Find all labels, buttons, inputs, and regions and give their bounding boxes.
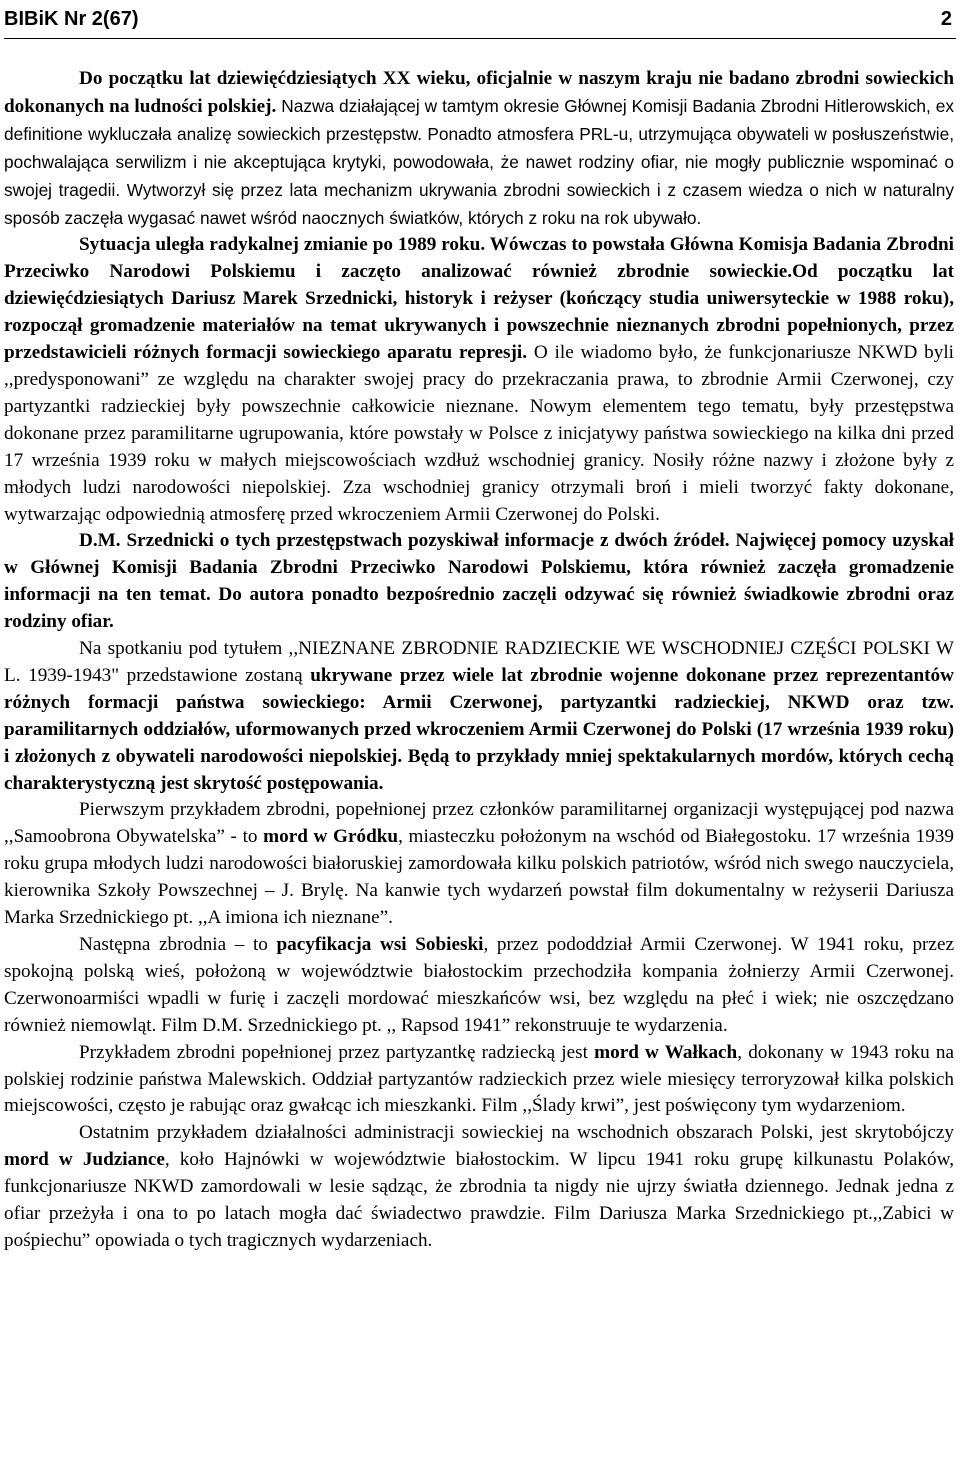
text-segment: , koło Hajnówki w województwie białostockim. W lipcu 1941 roku grupę kilkunastu Polaków, funkcjonariusze NKWD zamordowali w lesie sądząc, że zbrodnia ta nigdy nie ujrzy światła dziennego. Jednak jedna z ofiar przeżyła i ona to po latach mogła dać świadectwo prawdzie. Film Dariusza Marka Srzednickiego pt.,,Zabici w pośpiechu” opowiada o tych tragicznych wydarzeniach. xyxy=(4,1149,955,1251)
paragraph xyxy=(4,66,954,232)
article-body xyxy=(4,66,954,1255)
page-number: 2 xyxy=(940,8,952,30)
text-segment: O ile wiadomo było, że funkcjonariusze NKWD byli ,,predysponowani” ze względu na charakter swojej pracy do przekraczania prawa, to zbrodnie Armii Czerwonej, czy partyzantki radzieckiej były powszechnie całkowicie nieznane. Nowym elementem tego tematu, były przestępstwa dokonane przez paramilitarne ugrupowania, które powstały w Polsce z inicjatywy państwa sowieckiego na kilka dni przed 17 września 1939 roku w małych miejscowościach wzdłuż wschodniej granicy. Nosiły różne nazwy i złożone były z młodych ludzi narodowości niepolskiej. Zza wschodniej granicy otrzymali broń i mieli tworzyć fakty dokonane, wytwarzając odpowiednią atmosferę przed wkroczeniem Armii Czerwonej do Polski. xyxy=(4,342,954,525)
text-segment: Ostatnim przykładem działalności administracji sowieckiej na wschodnich obszarach Polski, jest skrytobójczy xyxy=(79,1122,954,1144)
paragraph xyxy=(4,932,954,1040)
page-header xyxy=(4,0,956,39)
paragraph xyxy=(4,636,954,797)
text-segment: ukrywane przez wiele lat zbrodnie wojenne dokonane przez reprezentantów różnych formacji państwa sowieckiego: Armii Czerwonej, partyzantki radzieckiej, NKWD oraz tzw. paramilitarnych oddziałów, uformowanych przed wkroczeniem Armii Czerwonej do Polski (17 września 1939 roku) i złożonych z obywateli narodowości niepolskiej. Będą to przykłady mniej spektakularnych mordów, których cechą charakterystyczną jest skrytość postępowania. xyxy=(4,664,955,794)
text-segment: mord w Wałkach xyxy=(594,1041,738,1063)
text-segment: , miasteczku położonym na wschód od Białegostoku. 17 września 1939 roku grupa młodych ludzi narodowości białoruskiej zamordowała kilku polskich patriotów, wśród nich swego nauczyciela, kierownika Szkoły Powszechnej – J. Brylę. Na kanwie tych wydarzeń powstał film dokumentalny w reżyserii Dariusza Marka Srzednickiego pt. ,,A imiona ich nieznane”. xyxy=(4,826,954,929)
paragraph xyxy=(4,1120,954,1255)
text-segment: Pierwszym przykładem zbrodni, popełnionej przez członków paramilitarnej organizacji występującej pod nazwa ,,Samoobrona Obywatelska” - to xyxy=(4,799,954,848)
text-segment: , przez pododdział Armii Czerwonej. W 1941 roku, przez spokojną polską wieś, położoną w województwie białostockim przechodziła kompania żołnierzy Armii Czerwonej. Czerwonoarmiści wpadli w furię i zaczęli mordować mieszkańców wsi, bez względu na płeć i wiek; nie oszczędzano również niemowląt. Film D.M. Srzednickiego pt. ,, Rapsod 1941” rekonstruuje te wydarzenia. xyxy=(4,934,954,1036)
text-segment: Sytuacja uległa radykalnej zmianie po 1989 roku. Wówczas to powstała Główna Komisja Badania Zbrodni Przeciwko Narodowi Polskiemu i zaczęto analizować również zbrodnie sowieckie.Od początku lat dziewięćdziesiątych Dariusz Marek Srzednicki, historyk i reżyser (kończący studia uniwersyteckie w 1988 roku), rozpoczął gromadzenie materiałów na temat ukrywanych i powszechnie nieznanych zbrodni popełnionych, przez przedstawicieli różnych formacji sowieckiego aparatu represji. xyxy=(4,234,954,364)
journal-title: BIBiK Nr 2(67) xyxy=(4,8,139,30)
text-segment: Następna zbrodnia – to xyxy=(79,934,277,955)
text-segment: pacyfikacja wsi Sobieski xyxy=(276,934,484,955)
text-segment: mord w Judziance xyxy=(4,1149,165,1171)
text-segment: Nazwa działającej w tamtym okresie Głównej Komisji Badania Zbrodni Hitlerowskich, ex definitione wykluczała analizę sowieckich przestępstw. Ponadto atmosfera PRL-u, utrzymująca obywateli w posłuszeństwie, pochwalająca serwilizm i nie akceptująca krytyki, powodowała, że nawet rodziny ofiar, nie mogły publicznie wspominać o swojej tragedii. Wytworzył się przez lata mechanizm ukrywania zbrodni sowieckich i z czasem wiedza o nich w naturalny sposób zaczęła wygasać nawet wśród naocznych światków, których z roku na rok ubywało. xyxy=(4,95,954,228)
text-segment: D.M. Srzednicki o tych przestępstwach pozyskiwał informacje z dwóch źródeł. Najwięcej pomocy uzyskał w Głównej Komisji Badania Zbrodni Przeciwko Narodowi Polskiemu, która również zaczęła gromadzenie informacji na ten temat. Do autora ponadto bezpośrednio zaczęli odzywać się również świadkowie zbrodni oraz rodziny ofiar. xyxy=(4,530,954,633)
paragraph xyxy=(4,528,954,636)
text-segment: Na spotkaniu pod tytułem ,,NIEZNANE ZBRODNIE RADZIECKIE WE WSCHODNIEJ CZĘŚCI POLSKI W L. 1939-1943" przedstawione zostaną xyxy=(4,638,954,686)
paragraph xyxy=(4,797,954,932)
paragraph xyxy=(4,232,954,528)
text-segment: mord w Gródku xyxy=(263,826,399,848)
text-segment: , dokonany w 1943 roku na polskiej rodzinie państwa Malewskich. Oddział partyzantów radzieckich przez wiele miesięcy terroryzował kilka polskich miejscowości, często je rabując oraz gwałcąc ich mieszkanki. Film ,,Ślady krwi”, jest poświęcony tym wydarzeniom. xyxy=(4,1041,955,1117)
text-segment: Do początku lat dziewięćdziesiątych XX wieku, oficjalnie w naszym kraju nie badano zbrodni sowieckich dokonanych na ludności polskiej. xyxy=(4,68,954,117)
paragraph xyxy=(4,1040,954,1121)
text-segment: Przykładem zbrodni popełnionej przez partyzantkę radziecką jest xyxy=(79,1041,595,1063)
